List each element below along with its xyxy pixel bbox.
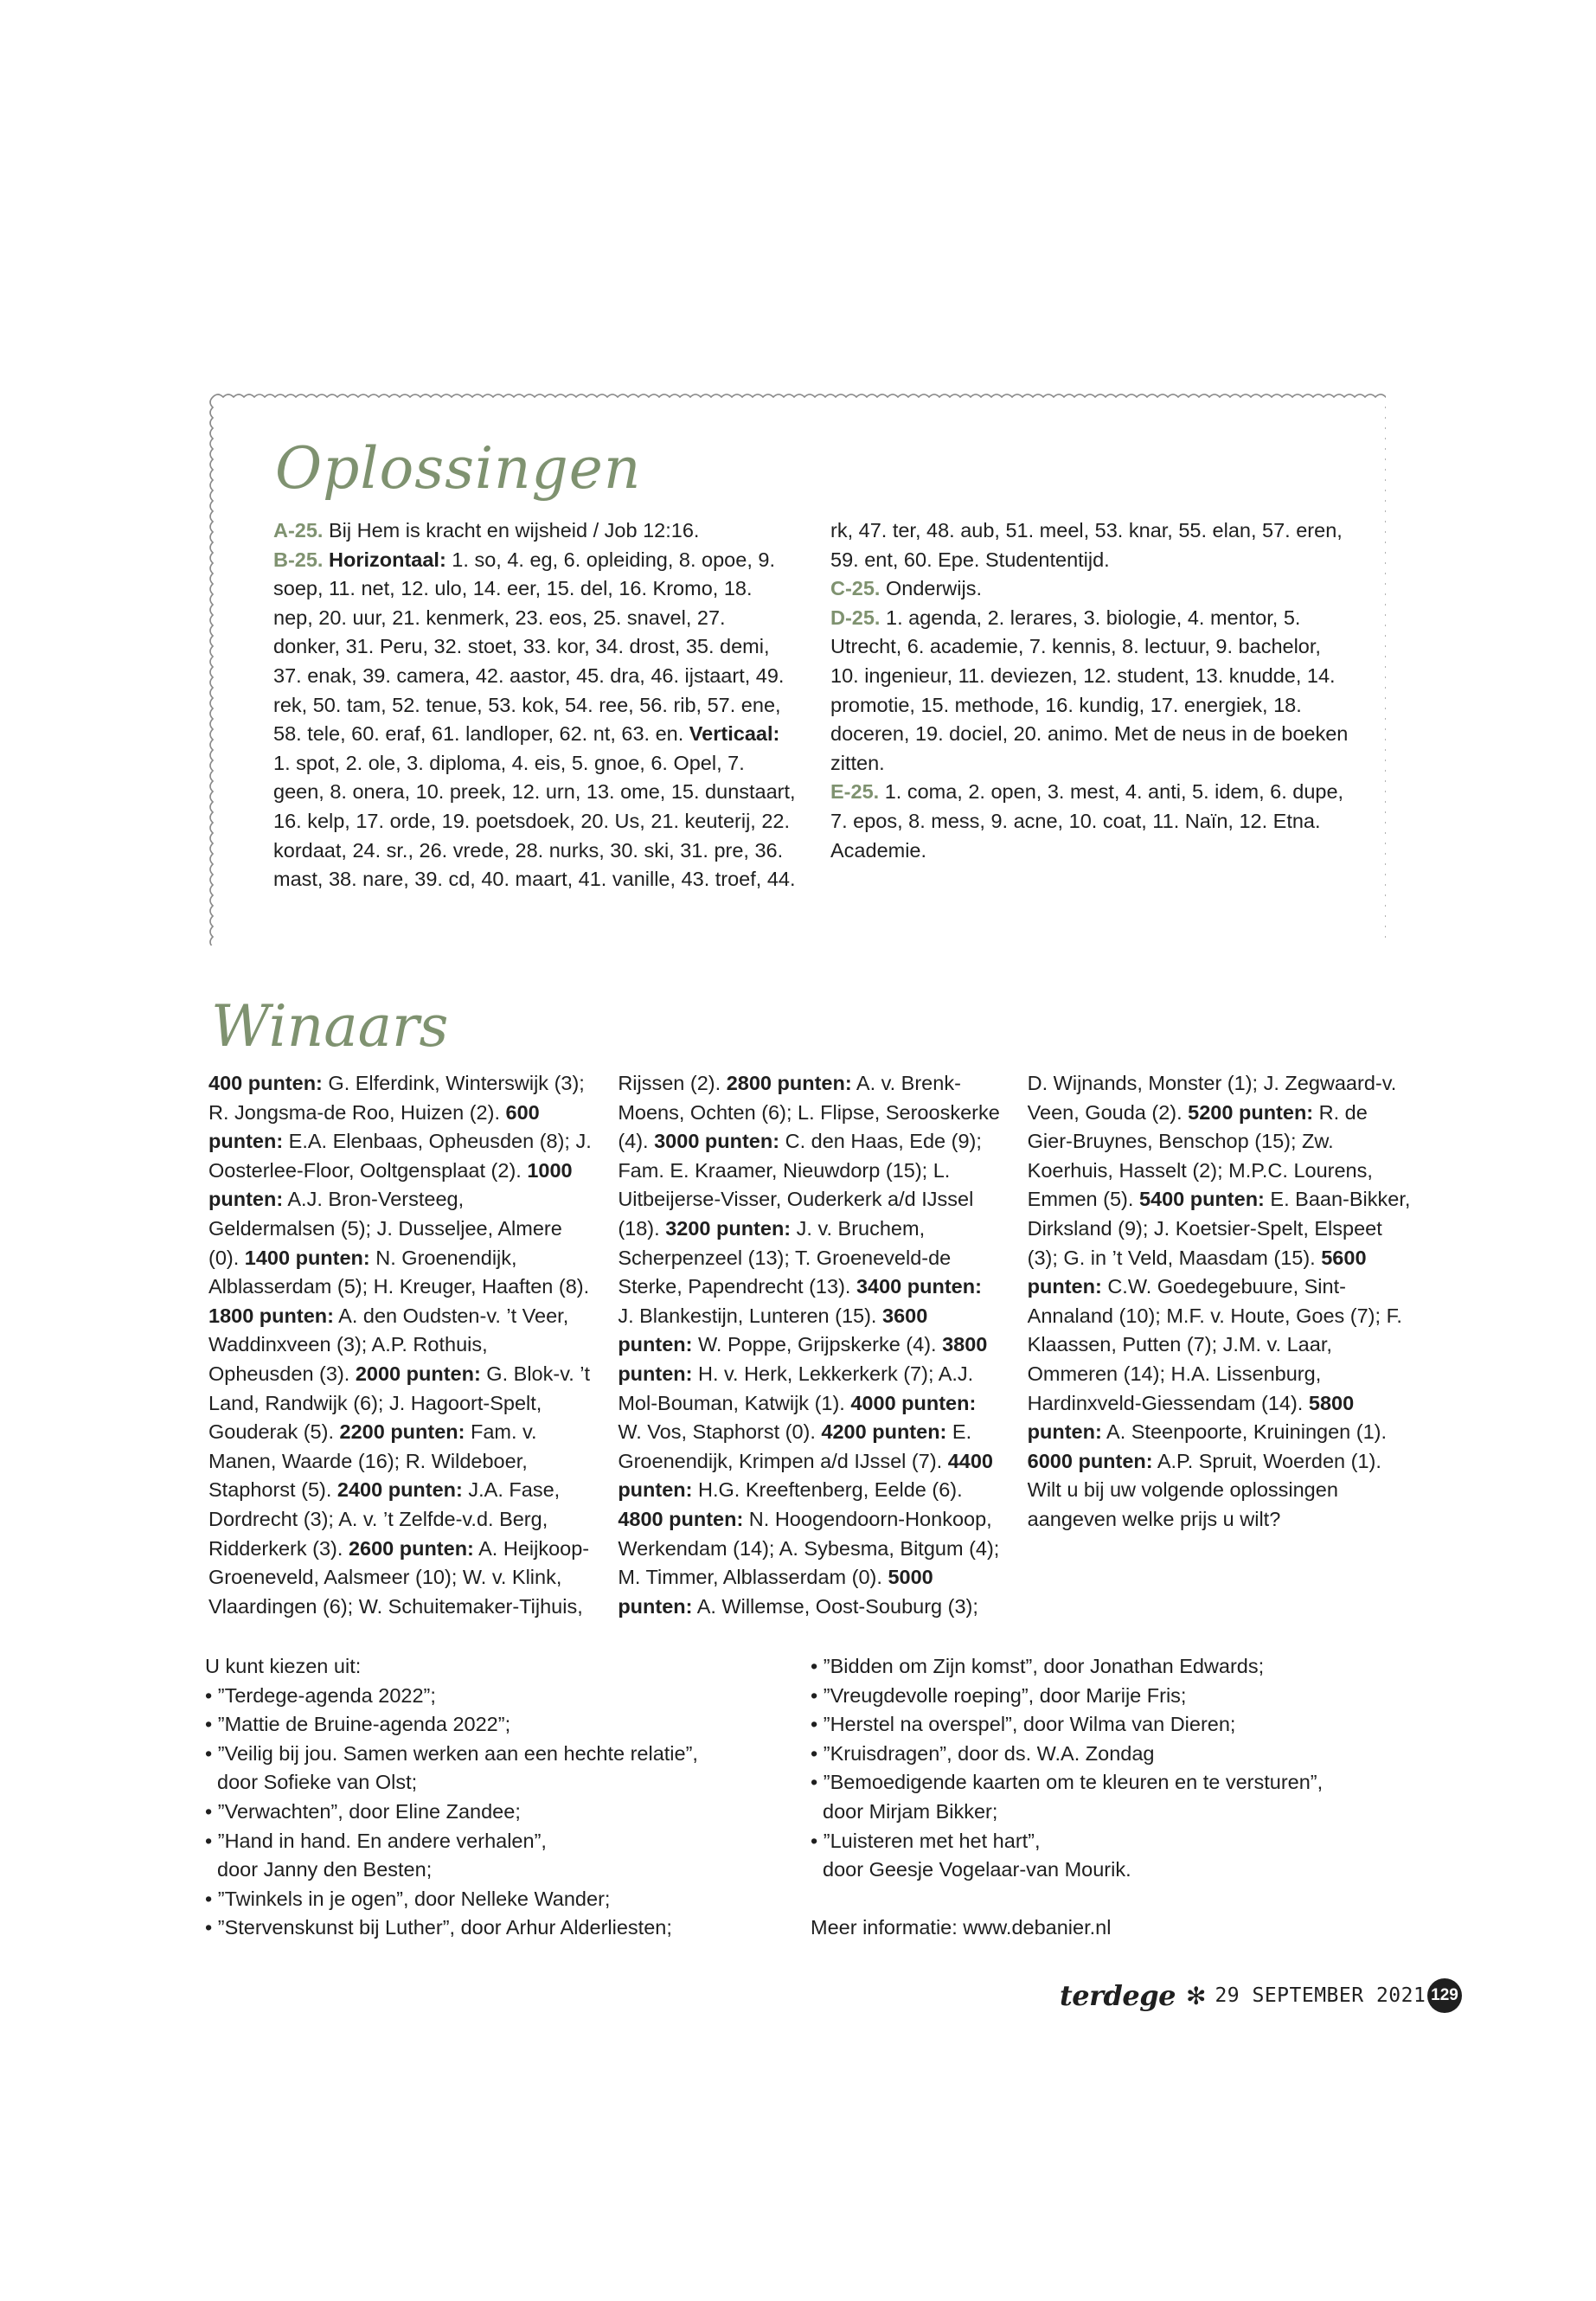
- prize-title: • ”Bemoedigende kaarten om te kleuren en te versturen”,: [811, 1771, 1324, 1794]
- solution-e-text: 1. coma, 2. open, 3. mest, 4. anti, 5. idem, 6. dupe, 7. epos, 8. mess, 9. acne, 10. coat, 11. Naïn, 12. Etna. Academie.: [830, 780, 1344, 862]
- prize-title: • ”Terdege-agenda 2022”;: [205, 1683, 436, 1707]
- brand-logo: terdege: [1060, 1979, 1176, 2012]
- winner-names: E. Baan-Bikker, Dirksland (9); J. Koetsier-Spelt, Elspeet (3); G. in ’t Veld, Maasdam (15).: [1027, 1188, 1411, 1269]
- winner-points: 2800 punten:: [726, 1072, 852, 1094]
- prize-author: door Mirjam Bikker;: [823, 1799, 998, 1823]
- winners-closing: Wilt u bij uw volgende oplossingen aangeven welke prijs u wilt?: [1027, 1478, 1338, 1530]
- winner-points: 5400 punten:: [1138, 1188, 1265, 1211]
- solution-d-text: 1. agenda, 2. lerares, 3. biologie, 4. mentor, 5. Utrecht, 6. academie, 7. kennis, 8. lectuur, 9. bachelor, 10. ingenieur, 11. deviezen, 12. student, 13. knudde, 14. promotie, 15. methode, 16. kundig, 17. energiek, 18. doceren, 19. dociel, 20. animo. Met de neus in de boeken zitten.: [830, 606, 1349, 774]
- prize-item: [205, 1827, 811, 1885]
- winner-names: A. v. Brenk-Moens, Ochten (6); L. Flipse, Serooskerke (4).: [618, 1072, 1000, 1153]
- prize-list-left: [205, 1682, 811, 1943]
- solution-a-label: A-25.: [273, 519, 324, 542]
- winner-names: J. v. Bruchem, Scherpenzeel (13); T. Groeneveld-de Sterke, Papendrecht (13).: [618, 1216, 952, 1298]
- winner-points: 1800 punten:: [208, 1304, 334, 1327]
- prize-title: • ”Hand in hand. En andere verhalen”,: [205, 1829, 547, 1852]
- winner-names: H.G. Kreeftenberg, Eelde (6).: [692, 1478, 963, 1502]
- winner-names: G. Elferdink, Winterswijk (3); R. Jongsma-de Roo, Huizen (2).: [208, 1072, 585, 1124]
- prizes-right: [811, 1652, 1416, 1943]
- winner-names: A. den Oudsten-v. ’t Veer, Waddinxveen (3); A.P. Rothuis, Opheusden (3).: [208, 1304, 569, 1385]
- winner-points: 2200 punten:: [339, 1420, 465, 1444]
- solution-b-vertical-label: Verticaal:: [689, 722, 780, 746]
- winner-names: J.A. Fase, Dordrecht (3); A. v. ’t Zelfde-v.d. Berg, Ridderkerk (3).: [208, 1478, 561, 1560]
- winner-points: 4200 punten:: [821, 1420, 947, 1444]
- winner-points: 5600 punten:: [1027, 1246, 1367, 1298]
- footer: [1060, 1974, 1426, 2017]
- winner-points: 5000 punten:: [618, 1566, 933, 1618]
- prize-author: door Sofieke van Olst;: [217, 1771, 418, 1794]
- winner-names: A.P. Spruit, Woerden (1).: [1152, 1449, 1381, 1472]
- prize-item: [205, 1913, 811, 1943]
- winner-names: N. Hoogendoorn-Honkoop, Werkendam (14); A. Sybesma, Bitgum (4); M. Timmer, Alblasserdam (0).: [618, 1507, 1000, 1589]
- winner-points: 3400 punten:: [856, 1275, 982, 1298]
- solution-b-vertical-text: 1. spot, 2. ole, 3. diploma, 4. eis, 5. gnoe, 6. Opel, 7. geen, 8. onera, 10. preek, 12. urn, 13. ome, 15. dunstaart, 16. kelp, 17. orde, 19. poetsdoek, 20. Us, 21. keuterij, 22. kordaat, 24. sr., 26. vrede, 28. nurks, 30. ski, 31. pre, 36. mast, 38. nare, 39. cd, 40. maart, 41. vanille, 43. troef, 44. rk, 47. ter, 48. aub, 51. meel, 53. knar, 55. elan, 57. eren, 59. ent, 60. Epe. Studententijd.: [273, 519, 1343, 891]
- winner-points: 3600 punten:: [618, 1304, 928, 1356]
- prize-item: [205, 1885, 811, 1914]
- solutions-title: Oplossingen: [275, 435, 642, 502]
- winner-names: E.A. Elenbaas, Opheusden (8); J. Oosterlee-Floor, Ooltgensplaat (2).: [208, 1130, 592, 1182]
- solution-b-horizontal-label: Horizontaal:: [329, 548, 446, 571]
- winner-points: 3800 punten:: [618, 1333, 988, 1385]
- winner-names: C.W. Goedegebuure, Sint-Annaland (10); M.F. v. Houte, Goes (7); F. Klaassen, Putten (7); J.M. v. Laar, Ommeren (14); H.A. Lissenburg, Hardinxveld-Giessendam (14).: [1027, 1275, 1402, 1414]
- separator-icon: ✻: [1185, 1982, 1207, 2009]
- winner-points: 600 punten:: [208, 1100, 540, 1153]
- prizes-intro: U kunt kiezen uit:: [205, 1655, 362, 1677]
- prize-item: [811, 1827, 1416, 1885]
- prize-author: door Geesje Vogelaar-van Mourik.: [823, 1858, 1131, 1881]
- prize-title: • ”Luisteren met het hart”,: [811, 1829, 1041, 1852]
- winner-points: 1400 punten:: [244, 1246, 370, 1269]
- winner-names: E. Groenendijk, Krimpen a/d IJssel (7).: [618, 1420, 972, 1472]
- prize-item: [811, 1652, 1416, 1682]
- winner-points: 5800 punten:: [1027, 1391, 1355, 1444]
- winner-points: 4800 punten:: [618, 1507, 744, 1530]
- winners-flow: [208, 1069, 1411, 1623]
- winner-names: A. Willemse, Oost-Souburg (3); D. Wijnands, Monster (1); J. Zegwaard-v. Veen, Gouda (2).: [692, 1072, 1397, 1618]
- prize-title: • ”Stervenskunst bij Luther”, door Arhur Alderliesten;: [205, 1916, 672, 1939]
- winner-points: 2400 punten:: [337, 1478, 463, 1502]
- winner-names: W. Poppe, Grijpskerke (4).: [692, 1333, 943, 1356]
- winner-names: H. v. Herk, Lekkerkerk (7); A.J. Mol-Bouman, Katwijk (1).: [618, 1362, 974, 1414]
- winner-names: A. Heijkoop-Groeneveld, Aalsmeer (10); W. v. Klink, Vlaardingen (6); W. Schuitemaker-Tijhuis, Rijssen (2).: [208, 1072, 727, 1618]
- prize-item: [811, 1682, 1416, 1711]
- winner-points: 6000 punten:: [1027, 1449, 1153, 1472]
- solution-a: [273, 516, 796, 546]
- winner-points: 2000 punten:: [355, 1362, 481, 1385]
- winner-points: 2600 punten:: [348, 1536, 474, 1560]
- prize-item: [205, 1740, 811, 1798]
- solution-b-horizontal-text: 1. so, 4. eg, 6. opleiding, 8. opoe, 9. soep, 11. net, 12. ulo, 14. eer, 15. del, 16. Kromo, 18. nep, 20. uur, 21. kenmerk, 23. eos, 25. snavel, 27. donker, 31. Peru, 32. stoet, 33. kor, 34. drost, 35. demi, 37. enak, 39. camera, 42. aastor, 45. dra, 46. ijstaart, 49. rek, 50. tam, 52. tenue, 53. kok, 54. ree, 56. rib, 57. ene, 58. tele, 60. eraf, 61. landloper, 62. nt, 63. en.: [273, 548, 785, 746]
- prizes-left: [205, 1652, 811, 1943]
- prize-title: • ”Veilig bij jou. Samen werken aan een hechte relatie”,: [205, 1741, 698, 1765]
- prize-title: • ”Kruisdragen”, door ds. W.A. Zondag: [811, 1741, 1155, 1765]
- winner-names: A. Steenpoorte, Kruiningen (1).: [1101, 1420, 1388, 1444]
- solution-d: [830, 604, 1353, 779]
- prize-item: [811, 1710, 1416, 1740]
- winner-names: C. den Haas, Ede (9); Fam. E. Kraamer, Nieuwdorp (15); L. Uitbeijerse-Visser, Ouderkerk a/d IJssel (18).: [618, 1130, 982, 1240]
- solution-e-label: E-25.: [830, 780, 880, 804]
- prize-list-right: [811, 1652, 1416, 1885]
- winner-points: 4000 punten:: [850, 1391, 977, 1414]
- more-info: Meer informatie: www.debanier.nl: [811, 1916, 1112, 1939]
- winner-points: 5200 punten:: [1188, 1100, 1314, 1124]
- winner-names: W. Vos, Staphorst (0).: [618, 1420, 822, 1444]
- solution-d-label: D-25.: [830, 606, 881, 629]
- prize-title: • ”Vreugdevolle roeping”, door Marije Fris;: [811, 1683, 1187, 1707]
- solution-c-label: C-25.: [830, 577, 881, 600]
- winner-points: 3200 punten:: [665, 1216, 792, 1240]
- solution-c: [830, 574, 1353, 604]
- prize-title: • ”Bidden om Zijn komst”, door Jonathan Edwards;: [811, 1655, 1265, 1677]
- winner-points: 400 punten:: [208, 1072, 323, 1094]
- winner-names: Fam. v. Manen, Waarde (16); R. Wildeboer, Staphorst (5).: [208, 1420, 537, 1502]
- prize-title: • ”Verwachten”, door Eline Zandee;: [205, 1799, 521, 1823]
- winner-names: A.J. Bron-Versteeg, Geldermalsen (5); J. Dusseljee, Almere (0).: [208, 1188, 562, 1269]
- winner-names: J. Blankestijn, Lunteren (15).: [618, 1304, 882, 1327]
- prize-author: door Janny den Besten;: [217, 1858, 433, 1881]
- solution-b-label: B-25.: [273, 548, 324, 571]
- solution-c-text: Onderwijs.: [880, 577, 983, 600]
- winner-names: G. Blok-v. ’t Land, Randwijk (6); J. Hagoort-Spelt, Gouderak (5).: [208, 1362, 591, 1444]
- winner-points: 1000 punten:: [208, 1158, 573, 1211]
- winner-names: N. Groenendijk, Alblasserdam (5); H. Kreuger, Haaften (8).: [208, 1246, 590, 1298]
- winner-points: 4400 punten:: [618, 1449, 993, 1502]
- winners-title: Winaars: [211, 993, 449, 1060]
- issue-date: 29 SEPTEMBER 2021: [1215, 1984, 1426, 2007]
- solutions-flow: [273, 516, 1353, 923]
- solution-e: [830, 778, 1353, 865]
- prize-item: [811, 1740, 1416, 1769]
- prize-item: [205, 1710, 811, 1740]
- winner-points: 3000 punten:: [654, 1130, 780, 1153]
- winner-names: R. de Gier-Bruynes, Benschop (15); Zw. Koerhuis, Hasselt (2); M.P.C. Lourens, Emmen (5).: [1027, 1100, 1373, 1211]
- prize-item: [205, 1798, 811, 1827]
- prize-title: • ”Mattie de Bruine-agenda 2022”;: [205, 1713, 511, 1736]
- page-number: 129: [1427, 1978, 1462, 2013]
- prize-item: [205, 1682, 811, 1711]
- prize-title: • ”Twinkels in je ogen”, door Nelleke Wander;: [205, 1887, 611, 1910]
- solution-a-text: Bij Hem is kracht en wijsheid / Job 12:16.: [323, 519, 700, 542]
- prize-item: [811, 1768, 1416, 1826]
- prize-title: • ”Herstel na overspel”, door Wilma van Dieren;: [811, 1713, 1236, 1736]
